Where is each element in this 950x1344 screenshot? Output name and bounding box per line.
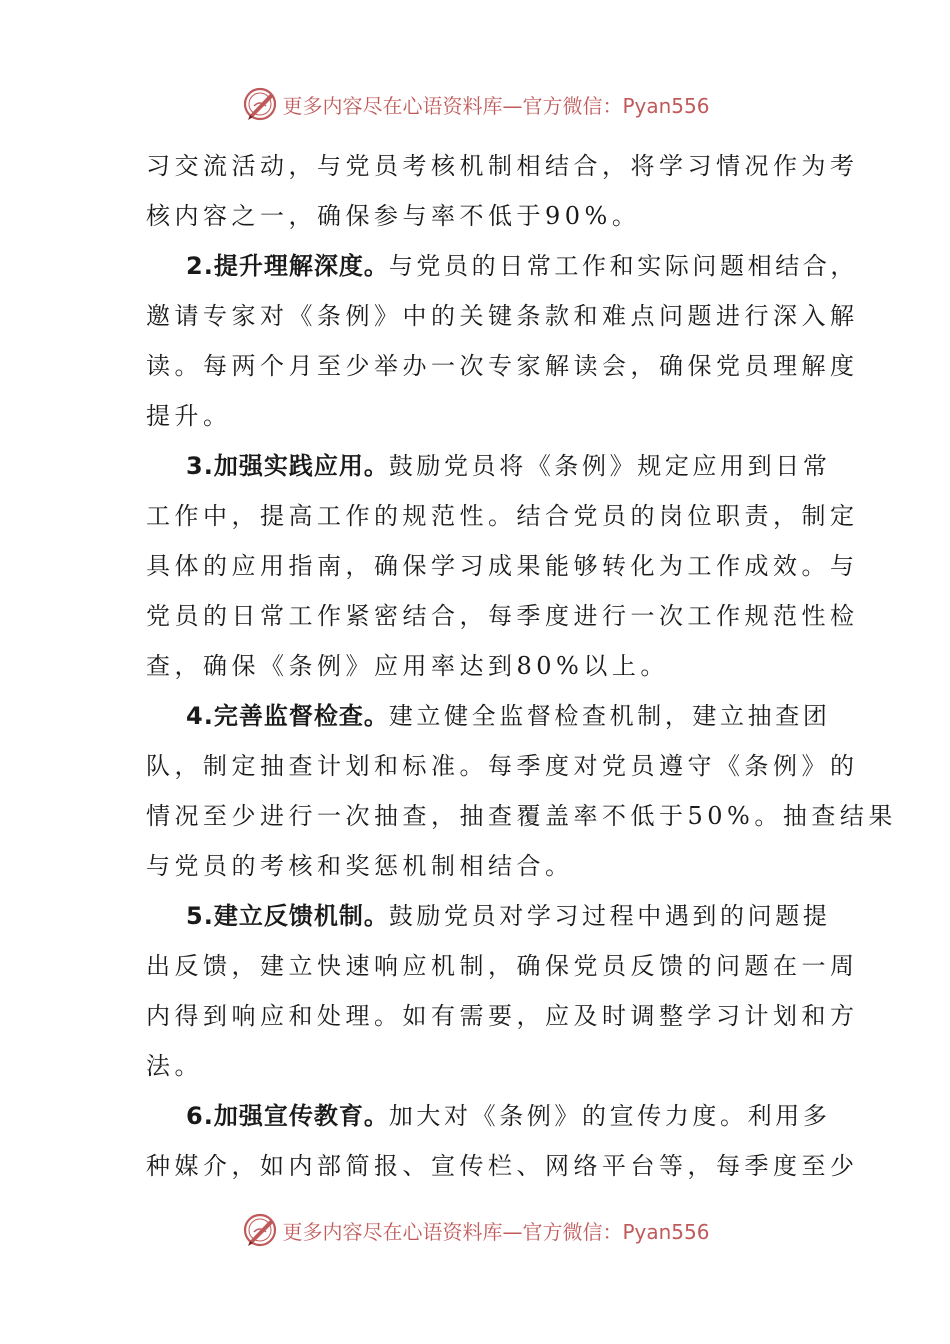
header-watermark-text [282, 90, 709, 119]
paragraph-line [146, 1046, 203, 1086]
line-text: 种媒介，如内部简报、宣传栏、网络平台等，每季度至少 [146, 1152, 859, 1180]
paragraph-line [146, 846, 574, 886]
line-text: 内得到响应和处理。如有需要，应及时调整学习计划和方 [146, 1002, 859, 1030]
footer-watermark-wechat: 官方微信：Pyan556 [522, 1219, 710, 1244]
paragraph-line [146, 546, 859, 586]
paragraph-line [146, 946, 859, 986]
line-text: 习交流活动，与党员考核机制相结合，将学习情况作为考 [146, 152, 859, 180]
line-text: 鼓励党员将《条例》规定应用到日常 [388, 452, 831, 480]
line-text: 核内容之一，确保参与率不低于90%。 [146, 202, 641, 230]
line-text: 情况至少进行一次抽查，抽查覆盖率不低于50%。抽查结果 [146, 802, 897, 830]
paragraph-line [146, 746, 859, 786]
paragraph-line [146, 396, 232, 436]
line-text: 提升。 [146, 402, 232, 430]
line-text: 出反馈，建立快速响应机制，确保党员反馈的问题在一周 [146, 952, 859, 980]
paragraph-line [146, 996, 859, 1036]
line-text: 邀请专家对《条例》中的关键条款和难点问题进行深入解 [146, 302, 859, 330]
section-heading-line [186, 446, 830, 486]
line-text: 查，确保《条例》应用率达到80%以上。 [146, 652, 669, 680]
line-text: 党员的日常工作紧密结合，每季度进行一次工作规范性检 [146, 602, 859, 630]
line-text: 队，制定抽查计划和标准。每季度对党员遵守《条例》的 [146, 752, 859, 780]
section-heading: 2.提升理解深度。 [186, 252, 389, 280]
pen-logo-icon [240, 84, 280, 124]
header-watermark-wechat: 官方微信：Pyan556 [522, 93, 710, 118]
paragraph-line [146, 596, 859, 636]
line-text: 建立健全监督检查机制，建立抽查团 [388, 702, 831, 730]
line-text: 加大对《条例》的宣传力度。利用多 [388, 1102, 831, 1130]
header-watermark-main: 更多内容尽在心语资料库 [282, 93, 503, 118]
paragraph-line [146, 196, 640, 236]
footer-watermark-banner [0, 1206, 950, 1254]
line-text: 鼓励党员对学习过程中遇到的问题提 [388, 902, 831, 930]
footer-watermark-dash: — [502, 1219, 523, 1244]
line-text: 工作中，提高工作的规范性。结合党员的岗位职责，制定 [146, 502, 859, 530]
section-heading-line [186, 896, 830, 936]
section-heading: 6.加强宣传教育。 [186, 1102, 389, 1130]
line-text: 与党员的日常工作和实际问题相结合， [388, 252, 859, 280]
header-watermark-banner [0, 80, 950, 128]
header-watermark-dash: — [502, 93, 523, 118]
footer-watermark-main: 更多内容尽在心语资料库 [282, 1219, 503, 1244]
line-text: 读。每两个月至少举办一次专家解读会，确保党员理解度 [146, 352, 859, 380]
paragraph-line [146, 346, 859, 386]
section-heading-line [186, 696, 830, 736]
section-heading-line [186, 1096, 830, 1136]
line-text: 与党员的考核和奖惩机制相结合。 [146, 852, 574, 880]
section-heading: 5.建立反馈机制。 [186, 902, 389, 930]
section-heading-line [186, 246, 858, 286]
footer-watermark-text [282, 1216, 709, 1245]
pen-logo-icon [240, 1210, 280, 1250]
paragraph-line [146, 496, 859, 536]
paragraph-line [146, 146, 859, 186]
section-heading: 3.加强实践应用。 [186, 452, 389, 480]
line-text: 具体的应用指南，确保学习成果能够转化为工作成效。与 [146, 552, 859, 580]
paragraph-line [146, 1146, 859, 1186]
paragraph-line [146, 646, 669, 686]
line-text: 法。 [146, 1052, 203, 1080]
paragraph-line [146, 796, 897, 836]
section-heading: 4.完善监督检查。 [186, 702, 389, 730]
paragraph-line [146, 296, 859, 336]
